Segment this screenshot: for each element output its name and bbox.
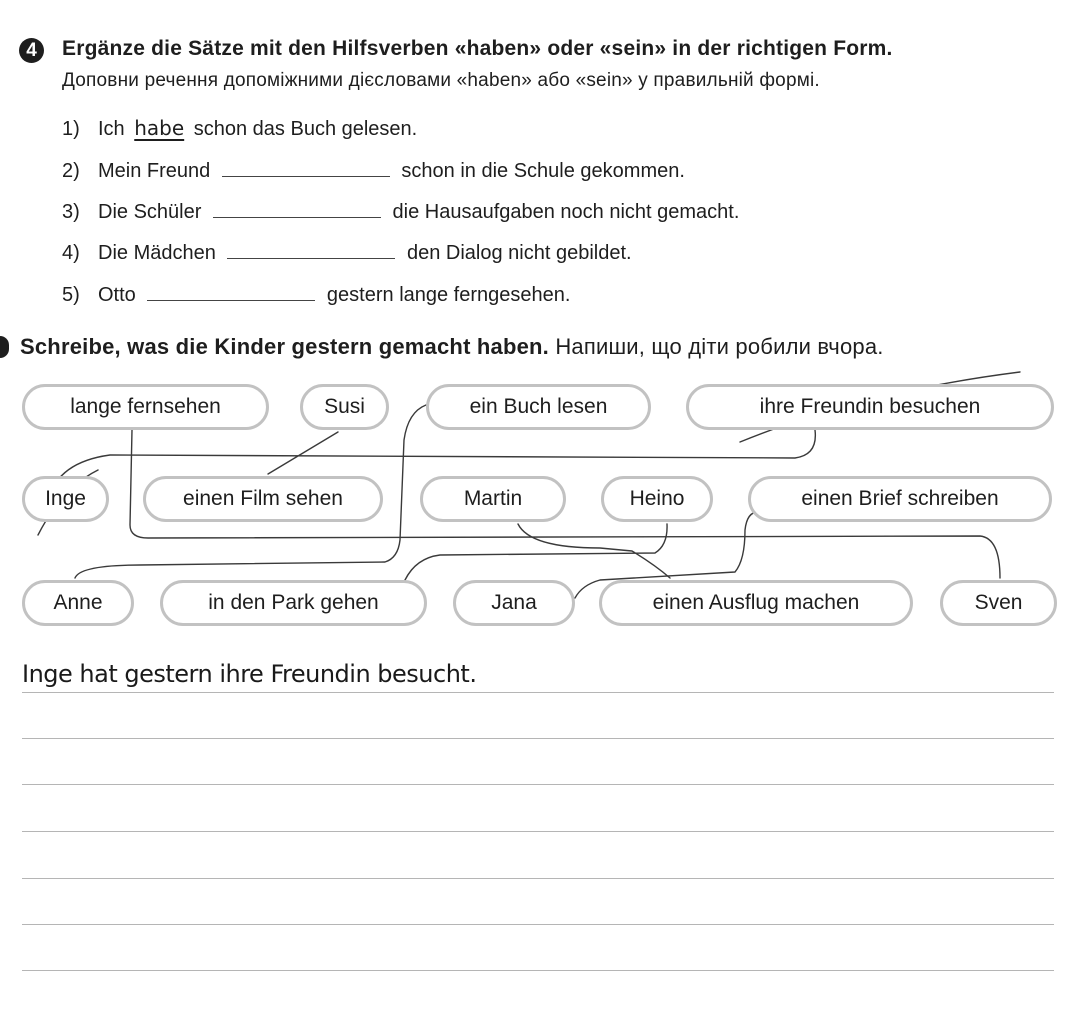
name-card[interactable]: Sven [940, 580, 1057, 626]
line-martin-ausflug [518, 524, 670, 578]
sentence-end: gestern lange ferngesehen. [326, 284, 571, 306]
writing-line[interactable] [22, 924, 1054, 925]
answer-blank[interactable] [222, 158, 390, 177]
sentence-number: 2) [62, 160, 80, 182]
sentence-start: Mein Freund [98, 160, 211, 182]
sentence-start: Ich [98, 118, 125, 140]
sentence-end: schon das Buch gelesen. [193, 118, 418, 140]
phrase-card[interactable]: in den Park gehen [160, 580, 427, 626]
phrase-card[interactable]: ihre Freundin besuchen [686, 384, 1054, 430]
name-card[interactable]: Heino [601, 476, 713, 522]
line-susi-film [268, 432, 338, 474]
handwritten-answer-sentence: Inge hat gestern ihre Freundin besucht. [22, 660, 477, 688]
exercise5-marker [0, 336, 9, 358]
exercise5-title [20, 334, 884, 360]
handwritten-answer-habe: habe [134, 116, 185, 140]
sentence-number: 5) [62, 284, 80, 306]
sentence-2 [62, 158, 685, 183]
writing-line[interactable] [22, 738, 1054, 739]
phrase-card[interactable]: einen Ausflug machen [599, 580, 913, 626]
writing-line[interactable] [22, 784, 1054, 785]
phrase-card[interactable]: ein Buch lesen [426, 384, 651, 430]
phrase-card[interactable]: lange fernsehen [22, 384, 269, 430]
name-card[interactable]: Inge [22, 476, 109, 522]
writing-line[interactable] [22, 878, 1054, 879]
sentence-end: die Hausaufgaben noch nicht gemacht. [392, 201, 740, 223]
writing-line[interactable] [22, 692, 1054, 693]
sentence-3 [62, 199, 739, 224]
sentence-number: 4) [62, 242, 80, 264]
answer-blank[interactable] [213, 199, 381, 218]
sentence-1 [62, 116, 417, 141]
answer-blank[interactable] [227, 240, 395, 259]
phrase-card[interactable]: einen Film sehen [143, 476, 383, 522]
sentence-5 [62, 282, 570, 307]
exercise-number-badge: 4 [19, 38, 44, 63]
name-card[interactable]: Susi [300, 384, 389, 430]
answer-blank[interactable] [147, 282, 315, 301]
writing-line[interactable] [22, 970, 1054, 971]
sentence-4 [62, 240, 632, 265]
exercise4-subtitle: Доповни речення допоміжними дієсловами «haben» або «sein» у правильній формі. [62, 70, 820, 91]
line-park-heino [405, 524, 667, 580]
exercise5-title-ukrainian: Напиши, що діти робили вчора. [555, 334, 884, 359]
sentence-end: den Dialog nicht gebildet. [406, 242, 632, 264]
sentence-start: Die Mädchen [98, 242, 216, 264]
phrase-card[interactable]: einen Brief schreiben [748, 476, 1052, 522]
name-card[interactable]: Jana [453, 580, 575, 626]
writing-line[interactable] [22, 831, 1054, 832]
exercise4-title: Ergänze die Sätze mit den Hilfsverben «haben» oder «sein» in der richtigen Form. [62, 37, 893, 60]
sentence-end: schon in die Schule gekommen. [401, 160, 685, 182]
sentence-start: Otto [98, 284, 136, 306]
sentence-number: 3) [62, 201, 80, 223]
sentence-number: 1) [62, 118, 80, 140]
exercise5-title-german: Schreibe, was die Kinder gestern gemacht haben. [20, 334, 549, 359]
sentence-start: Die Schüler [98, 201, 202, 223]
name-card[interactable]: Martin [420, 476, 566, 522]
name-card[interactable]: Anne [22, 580, 134, 626]
